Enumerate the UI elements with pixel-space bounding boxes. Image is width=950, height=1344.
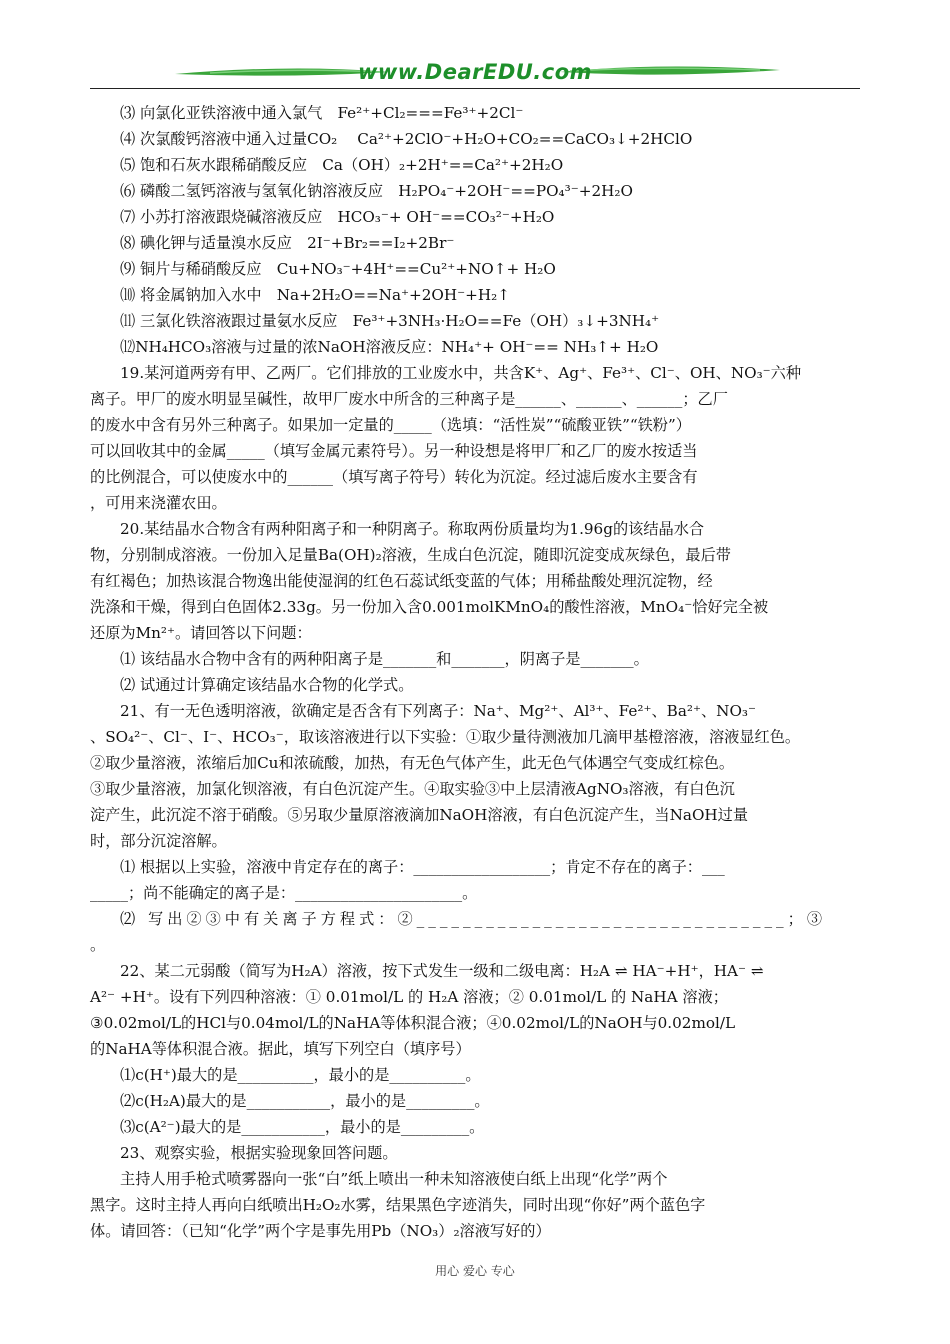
question-22-line: ⑶c(A²⁻)最大的是___________，最小的是_________。 [120, 1118, 485, 1136]
question-23-line: 主持人用手枪式喷雾器向一张“白”纸上喷出一种未知溶液使白纸上出现“化学”两个 [120, 1170, 668, 1188]
text-line: ⑾ 三氯化铁溶液跟过量氨水反应 Fe³⁺+3NH₃·H₂O==Fe（OH）₃↓+3NH₄⁺ [120, 312, 660, 330]
document-body [90, 100, 862, 1244]
question-21-line: 、SO₄²⁻、Cl⁻、I⁻、HCO₃⁻，取该溶液进行以下实验：①取少量待测液加几滴甲基橙溶液，溶液显红色。 [90, 728, 801, 746]
question-20-line: 还原为Mn²⁺。请回答以下问题： [90, 624, 312, 642]
site-logo-text: www.DearEDU.com [357, 60, 593, 84]
text-line: ⑹ 磷酸二氢钙溶液与氢氧化钠溶液反应 H₂PO₄⁻+2OH⁻==PO₄³⁻+2H₂O [120, 182, 633, 200]
question-22-line: A²⁻ +H⁺。设有下列四种溶液：① 0.01mol/L 的 H₂A 溶液；② 0.01mol/L 的 NaHA 溶液； [90, 988, 728, 1006]
question-19-line: 19.某河道两旁有甲、乙两厂。它们排放的工业废水中，共含K⁺、Ag⁺、Fe³⁺、Cl⁻、OH、NO₃⁻六种 [120, 364, 802, 382]
question-19-line: 的比例混合，可以使废水中的______（填写离子符号）转化为沉淀。经过滤后废水主要含有 [90, 468, 698, 486]
question-23-line: 黑字。这时主持人再向白纸喷出H₂O₂水雾，结果黑色字迹消失，同时出现“你好”两个蓝色字 [90, 1196, 706, 1214]
question-20-line: ⑵ 试通过计算确定该结晶水合物的化学式。 [120, 676, 414, 694]
question-21-line: ⑴ 根据以上实验，溶液中肯定存在的离子：__________________；肯定不存在的离子：___ [120, 858, 725, 876]
question-19-line: ，可用来浇灌农田。 [90, 494, 227, 512]
text-line: ⑻ 碘化钾与适量溴水反应 2I⁻+Br₂==I₂+2Br⁻ [120, 234, 455, 252]
text-line: ⑺ 小苏打溶液跟烧碱溶液反应 HCO₃⁻+ OH⁻==CO₃²⁻+H₂O [120, 208, 555, 226]
page-footer: 用心 爱心 专心 [435, 1264, 515, 1278]
question-19-line: 的废水中含有另外三种离子。如果加一定量的_____（选填：“活性炭”“硫酸亚铁”“铁粉”） [90, 416, 691, 434]
question-23-line: 体。请回答：（已知“化学”两个字是事先用Pb（NO₃）₂溶液写好的） [90, 1222, 551, 1240]
text-line: ⑿NH₄HCO₃溶液与过量的浓NaOH溶液反应：NH₄⁺+ OH⁻== NH₃↑+ H₂O [120, 338, 659, 356]
text-line: ⑽ 将金属钠加入水中 Na+2H₂O==Na⁺+2OH⁻+H₂↑ [120, 286, 510, 304]
question-22-line: ⑵c(H₂A)最大的是___________，最小的是_________。 [120, 1092, 490, 1110]
question-21-line: ②取少量溶液，浓缩后加Cu和浓硫酸，加热，有无色气体产生，此无色气体遇空气变成红棕色。 [90, 754, 735, 772]
question-22-line: 的NaHA等体积混合液。据此，填写下列空白（填序号） [90, 1040, 471, 1058]
question-19-line: 离子。甲厂的废水明显呈碱性，故甲厂废水中所含的三种离子是______、______、______；乙厂 [90, 390, 728, 408]
question-21-line: _____；尚不能确定的离子是：______________________。 [90, 884, 478, 902]
page-header [90, 56, 860, 90]
question-20-line: 有红褐色；加热该混合物逸出能使湿润的红色石蕊试纸变蓝的气体；用稀盐酸处理沉淀物，经 [90, 572, 713, 590]
header-divider [90, 88, 860, 89]
question-21-line: ③取少量溶液，加氯化钡溶液，有白色沉淀产生。④取实验③中上层清液AgNO₃溶液，有白色沉 [90, 780, 735, 798]
text-line: ⑷ 次氯酸钙溶液中通入过量CO₂ Ca²⁺+2ClO⁻+H₂O+CO₂==CaCO₃↓+2HClO [120, 130, 693, 148]
question-22-line: 22、某二元弱酸（简写为H₂A）溶液，按下式发生一级和二级电离：H₂A ⇌ HA⁻+H⁺，HA⁻ ⇌ [120, 962, 764, 980]
question-20-line: 20.某结晶水合物含有两种阳离子和一种阴离子。称取两份质量均为1.96g的该结晶水合 [120, 520, 705, 538]
question-20-line: 物，分别制成溶液。一份加入足量Ba(OH)₂溶液，生成白色沉淀，随即沉淀变成灰绿色，最后带 [90, 546, 731, 564]
text-line: ⑸ 饱和石灰水跟稀硝酸反应 Ca（OH）₂+2H⁺==Ca²⁺+2H₂O [120, 156, 564, 174]
text-line: ⑼ 铜片与稀硝酸反应 Cu+NO₃⁻+4H⁺==Cu²⁺+NO↑+ H₂O [120, 260, 556, 278]
question-19-line: 可以回收其中的金属_____（填写金属元素符号）。另一种设想是将甲厂和乙厂的废水按适当 [90, 442, 698, 460]
question-22-line: ⑴c(H⁺)最大的是__________，最小的是__________。 [120, 1066, 481, 1084]
question-20-line: ⑴ 该结晶水合物中含有的两种阳离子是_______和_______，阴离子是_______。 [120, 650, 649, 668]
question-21-line: 。 [90, 936, 106, 954]
question-21-line: 时，部分沉淀溶解。 [90, 832, 227, 850]
question-21-line: 21、有一无色透明溶液，欲确定是否含有下列离子：Na⁺、Mg²⁺、Al³⁺、Fe²⁺、Ba²⁺、NO₃⁻ [120, 702, 757, 720]
question-22-line: ③0.02mol/L的HCl与0.04mol/L的NaHA等体积混合液；④0.02mol/L的NaOH与0.02mol/L [90, 1014, 736, 1032]
question-20-line: 洗涤和干燥，得到白色固体2.33g。另一份加入含0.001molKMnO₄的酸性溶液，MnO₄⁻恰好完全被 [90, 598, 769, 616]
question-21-line: ⑵ 写出②③中有关离子方程式：②________________________________；③ [120, 910, 827, 928]
question-21-line: 淀产生，此沉淀不溶于硝酸。⑤另取少量原溶液滴加NaOH溶液，有白色沉淀产生，当NaOH过量 [90, 806, 749, 824]
question-23-line: 23、观察实验，根据实验现象回答问题。 [120, 1144, 398, 1162]
text-line: ⑶ 向氯化亚铁溶液中通入氯气 Fe²⁺+Cl₂===Fe³⁺+2Cl⁻ [120, 104, 524, 122]
